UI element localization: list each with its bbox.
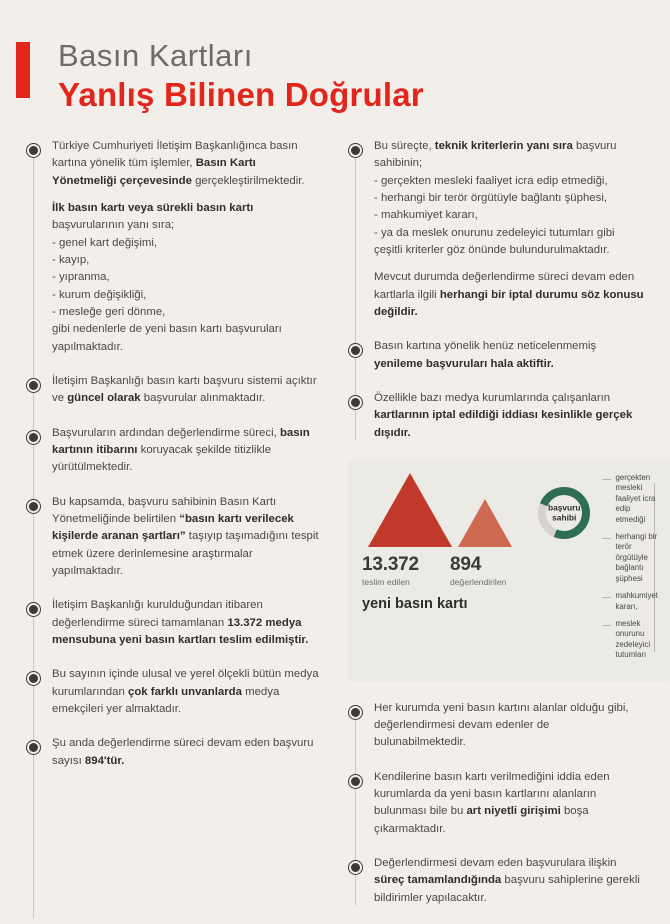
timeline-dot-icon	[349, 396, 362, 409]
triangle-small-icon	[458, 499, 512, 547]
paragraph: Bu kapsamda, başvuru sahibinin Basın Kartı Yönetmeliğinde belirtilen “basın kartı verilecek kişilerde aranan şartları” taşıyıp taşımadığını tespit etmek üzere derinlemesine araştırmalar yapılmaktadır.	[52, 495, 319, 577]
paragraph: İletişim Başkanlığı basın kartı başvuru sistemi açıktır ve güncel olarak başvurular alınmaktadır.	[52, 374, 317, 405]
stat-primary	[362, 554, 450, 587]
stat-primary-value: 13.372	[362, 553, 419, 575]
left-column	[26, 138, 322, 924]
timeline-item	[374, 700, 644, 752]
timeline-dot-icon	[349, 861, 362, 874]
timeline-item	[374, 769, 644, 838]
timeline-line-right-bottom	[355, 708, 356, 905]
criteria-label: herhangi bir terör örgütüyle bağlantı şüphesi	[615, 532, 658, 583]
timeline-dot-icon	[27, 379, 40, 392]
paragraph: Bu sayının içinde ulusal ve yerel ölçekli bütün medya kurumlarından çok farklı unvanlarda medya emekçileri yer almaktadır.	[52, 668, 319, 715]
paragraph: İlk basın kartı veya sürekli basın kartı başvurularının yanı sıra; - genel kart değişimi, - kayıp, - yıpranma, - kurum değişikliği, - mesleğe geri dönme, gibi nedenlerle de yeni basın kartı başvuruları yapılmaktadır.	[52, 201, 282, 353]
timeline-line-left	[33, 146, 34, 918]
criteria-item	[602, 591, 658, 612]
paragraph: Türkiye Cumhuriyeti İletişim Başkanlığınca basın kartına yönelik tüm işlemler, Basın Kartı Yönetmeliği çerçevesinde gerçekleştirilmektedir.	[52, 140, 305, 187]
paragraph: Başvuruların ardından değerlendirme süreci, basın kartının itibarını koruyacak şekilde titizlikle yürütülmektedir.	[52, 426, 310, 474]
page-kicker: Basın Kartları	[58, 38, 253, 73]
paragraph: Basın kartına yönelik henüz neticelenmemiş yenileme başvuruları hala aktiftir.	[374, 340, 597, 370]
timeline-dot-icon	[349, 706, 362, 719]
page-header	[0, 0, 670, 114]
criteria-items	[602, 473, 658, 661]
criteria-label: gerçekten mesleki faaliyet icra edip etmediği	[615, 472, 656, 524]
criteria-item	[602, 473, 658, 525]
stat-primary-label: teslim edilen	[362, 576, 410, 587]
triangle-chart	[362, 471, 536, 547]
infographic-bars	[362, 471, 536, 668]
timeline-dot-icon	[27, 603, 40, 616]
timeline-item	[374, 138, 644, 321]
paragraph: Değerlendirmesi devam eden başvurulara ilişkin süreç tamamlandığında başvuru sahiplerine gerekli bildirimler yapılacaktır.	[374, 856, 640, 904]
timeline-dot-icon	[27, 431, 40, 444]
criteria-item	[602, 532, 658, 584]
donut-chart	[536, 471, 592, 668]
timeline-item	[52, 425, 322, 477]
paragraph: İletişim Başkanlığı kurulduğundan itibaren değerlendirme süreci tamamlanan 13.372 medya mensubuna yeni basın kartları teslim edilmiştir.	[52, 599, 309, 646]
statistics-infographic	[348, 459, 670, 682]
timeline-dot-icon	[349, 344, 362, 357]
leader-line-icon	[602, 597, 611, 598]
paragraph: Kendilerine basın kartı verilmediğini iddia eden kurumlarda da yeni basın kartlarını alanların bulunması bile bu art niyetli girişimi boşa çıkarmaktadır.	[374, 770, 610, 835]
leader-line-icon	[602, 625, 611, 626]
stat-values	[362, 554, 536, 587]
donut-center-label: başvuru sahibi	[547, 502, 581, 522]
timeline-dot-icon	[27, 144, 40, 157]
leader-line-icon	[602, 479, 611, 480]
timeline-item	[52, 597, 322, 649]
accent-bar	[16, 42, 30, 98]
timeline-item	[52, 138, 322, 356]
right-items-bottom	[374, 700, 644, 907]
timeline-dot-icon	[349, 144, 362, 157]
timeline-item	[374, 390, 644, 442]
paragraph: Şu anda değerlendirme süreci devam eden başvuru sayısı 894'tür.	[52, 737, 314, 767]
content-columns	[0, 138, 670, 924]
criteria-list	[592, 471, 658, 668]
timeline-dot-icon	[349, 775, 362, 788]
stat-secondary-label: değerlendirilen	[450, 576, 507, 587]
timeline-item	[52, 666, 322, 718]
timeline-dot-icon	[27, 741, 40, 754]
paragraph: Bu süreçte, teknik kriterlerin yanı sıra başvuru sahibinin; - gerçekten mesleki faaliyet icra edip etmediği, - herhangi bir terör örgütüyle bağlantı şüphesi, - mahkumiyet kararı, - ya da meslek onurunu zedeleyici tutumları gibi çeşitli kriterler göz önünde bulundurulmaktadır.	[374, 140, 617, 256]
timeline-item	[52, 494, 322, 581]
criteria-item	[602, 619, 658, 661]
criteria-label: mahkumiyet kararı,	[615, 591, 658, 611]
right-items-top	[374, 138, 644, 442]
page-title: Yanlış Bilinen Doğrular	[58, 76, 424, 113]
timeline-item	[52, 373, 322, 408]
paragraph: Mevcut durumda değerlendirme süreci devam eden kartlarla ilgili herhangi bir iptal durumu söz konusu değildir.	[374, 271, 644, 318]
timeline-item	[374, 855, 644, 907]
right-column	[348, 138, 658, 924]
timeline-dot-icon	[27, 500, 40, 513]
donut-graphic	[536, 485, 592, 541]
triangle-large-icon	[368, 473, 452, 547]
paragraph: Her kurumda yeni basın kartını alanlar olduğu gibi, değerlendirmesi devam edenler de bulunabilmektedir.	[374, 701, 629, 749]
stat-secondary	[450, 554, 506, 587]
timeline-item	[374, 338, 644, 373]
infographic-caption: yeni basın kartı	[362, 595, 468, 612]
leader-line-icon	[602, 538, 611, 539]
left-items	[52, 138, 322, 770]
timeline-dot-icon	[27, 672, 40, 685]
stat-secondary-value: 894	[450, 553, 482, 575]
paragraph: Özellikle bazı medya kurumlarında çalışanların kartlarının iptal edildiği iddiası kesinlikle gerçek dışıdır.	[374, 391, 633, 439]
timeline-item	[52, 735, 322, 770]
criteria-label: meslek onurunu zedeleyici tutumları	[615, 618, 651, 660]
